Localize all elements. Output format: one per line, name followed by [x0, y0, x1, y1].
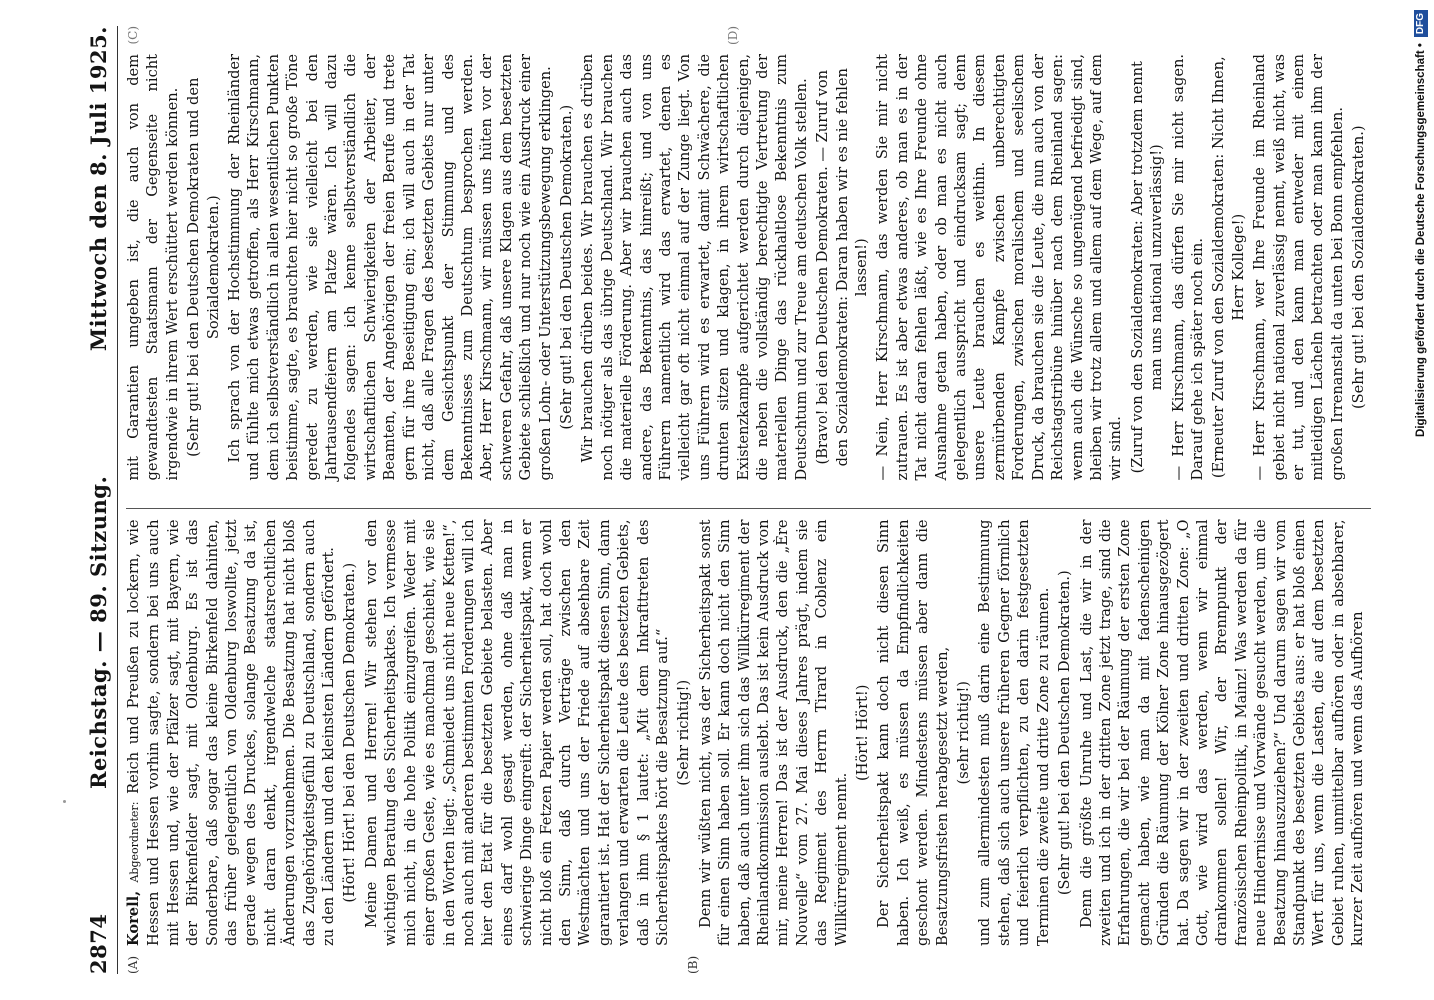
right-paragraph-6: — Nein, Herr Kirschmann, das werden Sie mir nicht zutrauen. Es ist aber etwas anderes, ob man es in der Tat nicht daran fehlen läßt, wie es Ihre Freunde ohne Ausnahme getan haben, oder ob man es nicht auch gelegentlich ausspricht und eindrucksam sagt; denn unsere Leute brauchen es weithin. In diesem zermürbenden Kampfe zwischen unberechtigten Forderungen, zwischen moralischem und seelischem Druck, da brauchen sie die Leute, die nun auch von der Reichstagstribüne hinüber nach dem Rheinland sagen: wenn auch die Wünsche so ungenügend befriedigt sind, bleiben wir trotz allem und allem auf dem Wege, auf dem wir sind.	[874, 53, 1125, 481]
scan-speck	[63, 800, 66, 803]
header-right-title: Mittwoch den 8. Juli 1925.	[86, 26, 111, 352]
right-paragraph-8: — Herr Kirschmann, das dürfen Sie mir nicht sagen. Darauf gehe ich später noch ein.	[1169, 53, 1206, 481]
speaker-name: Korell, Abgeordneter:	[125, 801, 142, 946]
left-paragraph-3: (Sehr richtig!)	[675, 679, 693, 786]
left-paragraph-9: (Sehr gut! bei den Deutschen Demokraten.)	[1056, 570, 1074, 896]
left-paragraph-2: Meine Damen und Herren! Wir stehen vor den wichtigen Beratung des Sicherheitspaktes. Ich vermesse mich nicht, in die hohe Politik einzugreifen. Weder mit einer großen Geste, wie es manchmal geschieht, wie sie in den Worten liegt: „Schmiedet uns nicht neue Ketten!“, noch auch mit anderen bestimmten Forderungen will ich hier den Etat für die besetzten Gebiete belasten. Aber eines darf wohl gesagt werden, ohne daß man in schwierige Dinge eingreift: der Sicherheitspakt, wenn er nicht bloß ein Fetzen Papier werden soll, hat doch wohl den Sinn, daß durch Verträge zwischen den Westmächten und uns der Friede auf absehbare Zeit garantiert ist. Hat der Sicherheitspakt diesen Sinn, dann verlangen und erwarten die Leute des besetzten Gebiets, daß in ihm § 1 lautet: „Mit dem Inkrafttreten des Sicherheitspaktes hört die Besatzung auf.“	[362, 519, 671, 946]
margin-mark-d: (D)	[726, 25, 740, 45]
right-paragraph-3: (Sehr gut! bei den Deutschen Demokraten.)	[557, 104, 575, 430]
document-page	[70, 0, 1400, 1000]
right-paragraph-7: (Zuruf von den Sozialdemokraten: Aber trotzdem nennt man uns national unzuverlässig!)	[1128, 61, 1166, 474]
digitization-credit	[1411, 10, 1431, 990]
left-paragraph-7: (sehr richtig!)	[955, 681, 973, 785]
margin-mark-a: (A)	[126, 955, 140, 974]
left-paragraph-8: und zum allermindesten muß darin eine Bestimmung stehen, daß sich auch unsere früheren Gegner förmlich und feierlich verpflichten, zu den darin festgesetzten Terminen die zweite und dritte Zone zu räumen.	[976, 519, 1052, 946]
right-paragraph-2: Ich sprach von der Hochstimmung der Rheinländer und fühlte mich etwas getroffen, als Herr Kirschmann, dem ich selbstverständlich in allen wesentlichen Punkten beistimme, sagte, es brauchten hier nicht so große Töne geredet zu werden, wie sie vielleicht bei den Jahrtausendfeiern am Platze wären. Ich will dazu folgendes sagen: ich kenne selbstverständlich die wirtschaftlichen Schwierigkeiten der Arbeiter, der Beamten, der Angehörigen der freien Berufe und trete gern für ihre Beseitigung ein; ich will auch in der Tat nicht, daß alle Fragen des besetzten Gebiets nur unter dem Gesichtspunkt der Stimmung und des Bekenntnisses zum Deutschtum besprochen werden. Aber, Herr Kirschmann, wir müssen uns hüten vor der schweren Gefahr, daß unsere Klagen aus dem besetzten Gebiete schließlich und nur noch wie ein Ausdruck einer großen Lohn- oder Unterstützungsbewegung erklingen.	[226, 53, 554, 481]
right-column	[124, 25, 1371, 509]
credit-text: Digitalisierung gefördert durch die Deutsche Forschungsgemeinschaft •	[1415, 43, 1427, 437]
left-column	[124, 509, 1371, 974]
right-paragraph-1: (Sehr gut! bei den Deutschen Demokraten und den Sozialdemokraten.)	[185, 77, 222, 457]
right-paragraph-4: Wir brauchen drüben beides. Wir brauchen es drüben noch nötiger als das übrige Deutschland. Wir brauchen die materielle Förderung. Aber wir brauchen auch das andere, das Bekenntnis, das hinreißt; und von uns Führern namentlich wird das erwartet, denen es vielleicht gar oft nicht einmal auf der Zunge liegt. Von uns Führern wird es erwartet, damit Schwächere, die drunten sitzen und klagen, in ihrem wirtschaftlichen Existenzkampfe aufgerichtet werden durch diejenigen, die neben die vollständig berechtigte Vertretung der materiellen Dinge das rückhaltlose Bekenntnis zum Deutschtum und zur Treue am deutschen Volk stellen.	[579, 53, 810, 481]
left-paragraph-6: Der Sicherheitspakt kann doch nicht diesen Sinn haben. Ich weiß, es müssen da Empfindlichkeiten geschont werden. Mindestens müssen aber dann die Besatzungsfristen herabgesetzt werden,	[875, 519, 951, 946]
dfg-logo: DFG	[1414, 10, 1428, 37]
margin-mark-b: (B)	[686, 955, 700, 974]
right-paragraph-0: mit Garantien umgeben ist, die auch von dem gewandtesten Staatsmann der Gegenseite nicht irgendwie in ihrem Wert erschüttert werden können.	[125, 53, 181, 481]
header-left-title: Reichstag. — 89. Sitzung.	[86, 475, 111, 789]
left-paragraph-10: Denn die größte Unruhe und Last, die wir in der zweiten und ich in der dritten Zone jetzt trage, sind die Erfahrungen, die wir bei der Räumung der ersten Zone gemacht haben, wie man da mit fadenscheinigen Gründen die Räumung der Kölner Zone hinausgezögert hat. Da sagen wir in der zweiten und dritten Zone: „O Gott, wie wird das werden, wenn wir einmal drankommen sollen! Wir, der Brennpunkt der französischen Rheinpolitik, in Mainz! Was werden da für neue Hindernisse und Vorwände gesucht werden, um die Besatzung hinauszuziehen?“ Und darum sagen wir vom Standpunkt des besetzten Gebiets aus: er hat bloß einen Wert für uns, wenn die Lasten, die auf dem besetzten Gebiet ruhen, unmittelbar aufhören oder in absehbarer, kurzer Zeit aufhören und wenn das Aufhören	[1077, 519, 1367, 946]
left-paragraph-5: (Hört! Hört!)	[854, 684, 872, 781]
page-number: 2874	[86, 913, 111, 974]
right-paragraph-11: (Sehr gut! bei den Sozialdemokraten.)	[1350, 125, 1368, 410]
text-columns	[124, 26, 1371, 974]
right-paragraph-9: (Erneuter Zuruf von den Sozialdemokraten: Nicht Ihnen, Herr Kollege!)	[1210, 56, 1247, 479]
margin-mark-c: (C)	[126, 25, 140, 45]
left-paragraph-0: Korell, Abgeordneter: Reich und Preußen zu lockern, wie Hessen und Hessen vorhin sagte, sondern bei uns auch mit Hessen und, wie der Pfälzer sagt, mit Bayern, wie der Birkenfelder sagt, mit Oldenburg. Es ist das Sonderbare, daß sogar das kleine Birkenfeld dahinten, das früher gelegentlich von Oldenburg loswollte, jetzt gerade wegen des Druckes, solange Besatzung da ist, nicht daran denkt, irgendwelche staatsrechtlichen Änderungen vorzunehmen. Die Besatzung hat nicht bloß das Zugehörigkeitsgefühl zu Deutschland, sondern auch zu den Ländern und den kleinsten Ländern gefördert.	[125, 519, 338, 946]
left-paragraph-1: (Hört! Hört! bei den Deutschen Demokraten.)	[341, 562, 359, 903]
right-paragraph-10: — Herr Kirschmann, wer Ihre Freunde im Rheinland gebiet nicht national zuverlässig nennt, weiß nicht, was er tut, und den kann man entweder mit einem mitleidigen Lächeln betrachten oder man kann ihm der großen Irrenanstalt da unten bei Bonn empfehlen.	[1251, 53, 1346, 481]
left-paragraph-4: Denn wir wüßten nicht, was der Sicherheitspakt sonst für einen Sinn haben soll. Er kann doch nicht den Sinn haben, daß auch unter ihm sich das Willkürregiment der Rheinlandkommission auslebt. Das ist kein Ausdruck von mir, meine Herren! Das ist der Ausdruck, den die „Ère Nouvelle“ vom 27. Mai dieses Jahres prägt, indem sie das Regiment des Herrn Tirard in Coblenz ein Willkürregiment nennt.	[696, 519, 850, 946]
running-head	[86, 26, 118, 974]
right-paragraph-5: (Bravo! bei den Deutschen Demokraten. — Zuruf von den Sozialdemokraten: Daran haben wir es nie fehlen lassen!)	[814, 68, 871, 467]
